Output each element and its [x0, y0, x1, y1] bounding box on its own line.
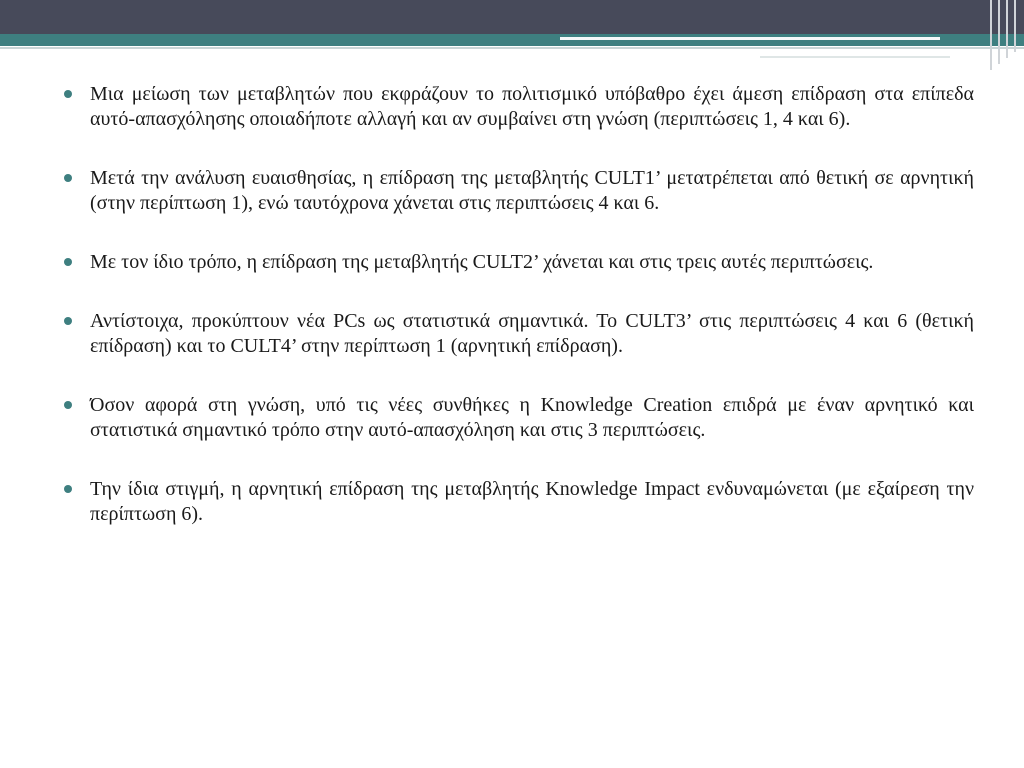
- bullet-dot-icon: [64, 174, 72, 182]
- bullet-text: Μια μείωση των μεταβλητών που εκφράζουν το πολιτισμικό υπόβαθρο έχει άμεση επίδραση στα επίπεδα αυτό-απασχόλησης οποιαδήποτε αλλαγή και αν συμβαίνει στη γνώση (περιπτώσεις 1, 4 και 6).: [90, 83, 974, 130]
- bullet-item: [64, 393, 974, 443]
- header-divider: [0, 47, 1024, 49]
- bullet-text: Την ίδια στιγμή, η αρνητική επίδραση της μεταβλητής Knowledge Impact ενδυναμώνεται (με εξαίρεση την περίπτωση 6).: [90, 478, 974, 525]
- corner-bar: [998, 0, 1000, 64]
- corner-bar: [1014, 0, 1016, 52]
- bullet-item: [64, 250, 974, 275]
- corner-bar: [990, 0, 992, 70]
- bullet-dot-icon: [64, 90, 72, 98]
- bullet-list: [64, 82, 974, 561]
- bullet-dot-icon: [64, 401, 72, 409]
- bullet-text: Όσον αφορά στη γνώση, υπό τις νέες συνθήκες η Knowledge Creation επιδρά με έναν αρνητικό και στατιστικά σημαντικό τρόπο στην αυτό-απασχόληση και στις 3 περιπτώσεις.: [90, 394, 974, 441]
- header-corner-bars: [984, 0, 1024, 70]
- header-dark-band: [0, 0, 1024, 34]
- bullet-dot-icon: [64, 258, 72, 266]
- bullet-item: [64, 309, 974, 359]
- header-highlight-streak-lower: [760, 56, 950, 58]
- bullet-item: [64, 166, 974, 216]
- bullet-item: [64, 477, 974, 527]
- bullet-dot-icon: [64, 485, 72, 493]
- header-highlight-streak: [560, 37, 940, 40]
- bullet-text: Με τον ίδιο τρόπο, η επίδραση της μεταβλητής CULT2’ χάνεται και στις τρεις αυτές περιπτώσεις.: [90, 251, 874, 273]
- bullet-text: Μετά την ανάλυση ευαισθησίας, η επίδραση της μεταβλητής CULT1’ μετατρέπεται από θετική σε αρνητική (στην περίπτωση 1), ενώ ταυτόχρονα χάνεται στις περιπτώσεις 4 και 6.: [90, 167, 974, 214]
- bullet-text: Αντίστοιχα, προκύπτουν νέα PCs ως στατιστικά σημαντικά. Το CULT3’ στις περιπτώσεις 4 και 6 (θετική επίδραση) και το CULT4’ στην περίπτωση 1 (αρνητική επίδραση).: [90, 310, 974, 357]
- bullet-item: [64, 82, 974, 132]
- header-teal-band: [0, 34, 1024, 46]
- bullet-dot-icon: [64, 317, 72, 325]
- corner-bar: [1006, 0, 1008, 58]
